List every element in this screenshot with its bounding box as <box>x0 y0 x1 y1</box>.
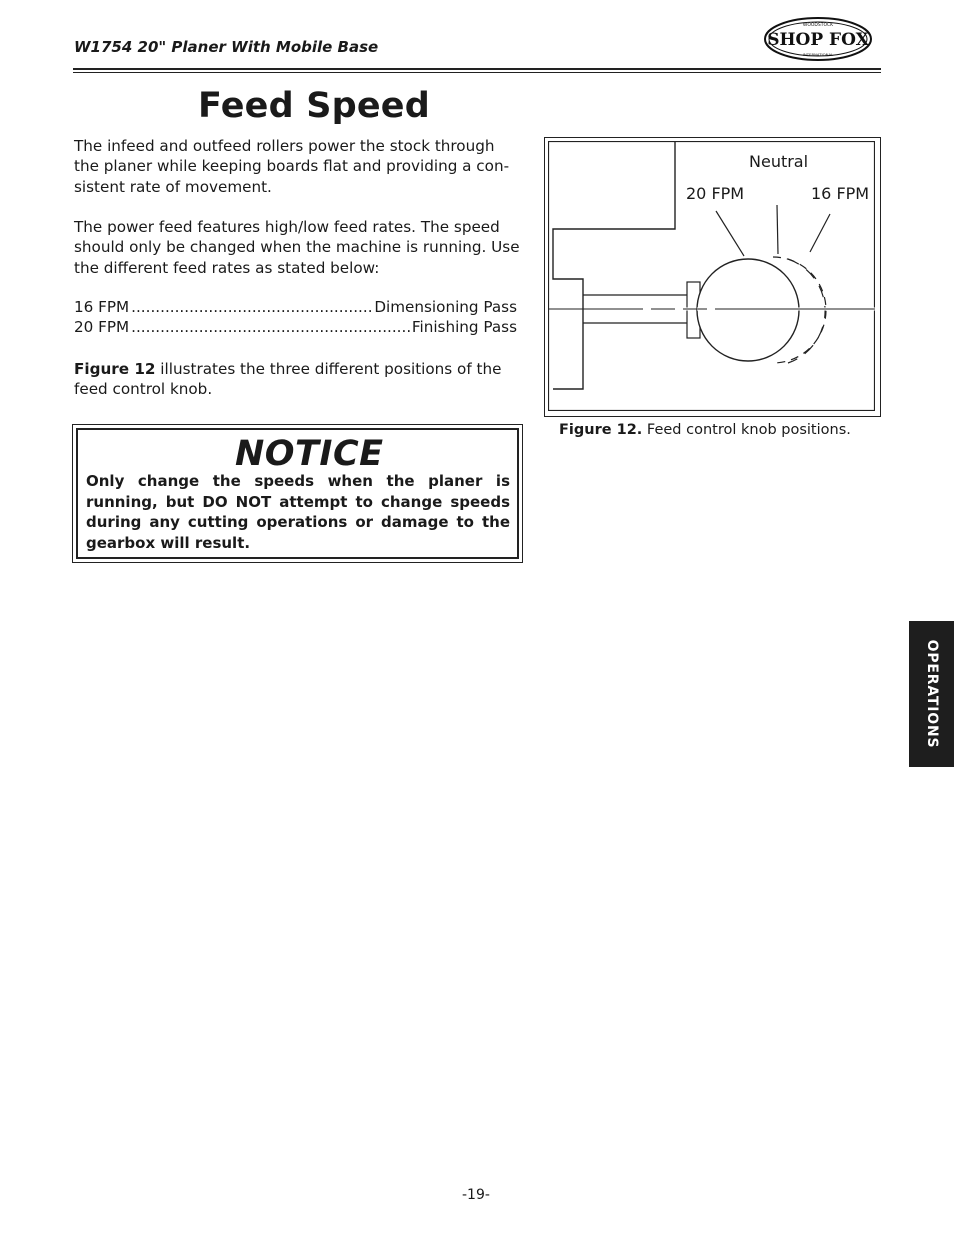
shop-fox-logo <box>763 16 873 62</box>
label-20-fpm: 20 FPM <box>686 184 745 203</box>
caption-ref: Figure 12. <box>559 422 643 438</box>
document-title: W1754 20" Planer With Mobile Base <box>74 38 379 56</box>
feed-knob-diagram <box>548 141 875 411</box>
notice-body: Only change the speeds when the planer is running, but DO NOT attempt to change speeds during any cutting operations or damage to the gearbox will result. <box>86 472 510 552</box>
side-tab-label: OPERATIONS <box>923 639 940 749</box>
notice-title: NOTICE <box>235 434 384 474</box>
intro-paragraph: The infeed and outfeed rollers power the stock through the planer while keeping boards flat and providing a con-sistent rate of movement. <box>74 137 510 196</box>
svg-text:SHOP FOX: SHOP FOX <box>767 30 869 50</box>
figure-caption <box>559 422 851 438</box>
figure-ref-text: illustrates the three different positions of the feed control knob. <box>74 360 502 399</box>
dot-leader <box>131 297 372 317</box>
dot-leader <box>131 317 410 337</box>
rate-row-16fpm <box>74 297 517 317</box>
section-heading: Feed Speed <box>198 86 430 126</box>
header-rule <box>73 68 881 70</box>
rate-use: Dimensioning Pass <box>374 298 517 316</box>
label-neutral: Neutral <box>749 152 809 171</box>
svg-text:INTERNATIONAL: INTERNATIONAL <box>802 52 834 57</box>
figure-ref: Figure 12 <box>74 360 156 378</box>
feed-rates-paragraph: The power feed features high/low feed rates. The speed should only be changed when the machine is running. Use the different feed rates as stated below: <box>74 218 520 277</box>
rate-speed: 20 FPM <box>74 318 130 336</box>
figure-reference-paragraph <box>74 359 520 400</box>
caption-text: Feed control knob positions. <box>642 422 851 438</box>
header-rule-thin <box>73 72 881 73</box>
page-number: -19- <box>462 1187 490 1203</box>
label-16-fpm: 16 FPM <box>811 184 870 203</box>
rate-row-20fpm <box>74 317 517 337</box>
rate-speed: 16 FPM <box>74 298 130 316</box>
rate-use: Finishing Pass <box>411 318 517 336</box>
operations-side-tab <box>909 621 954 767</box>
svg-text:WOODSTOCK: WOODSTOCK <box>802 23 834 28</box>
